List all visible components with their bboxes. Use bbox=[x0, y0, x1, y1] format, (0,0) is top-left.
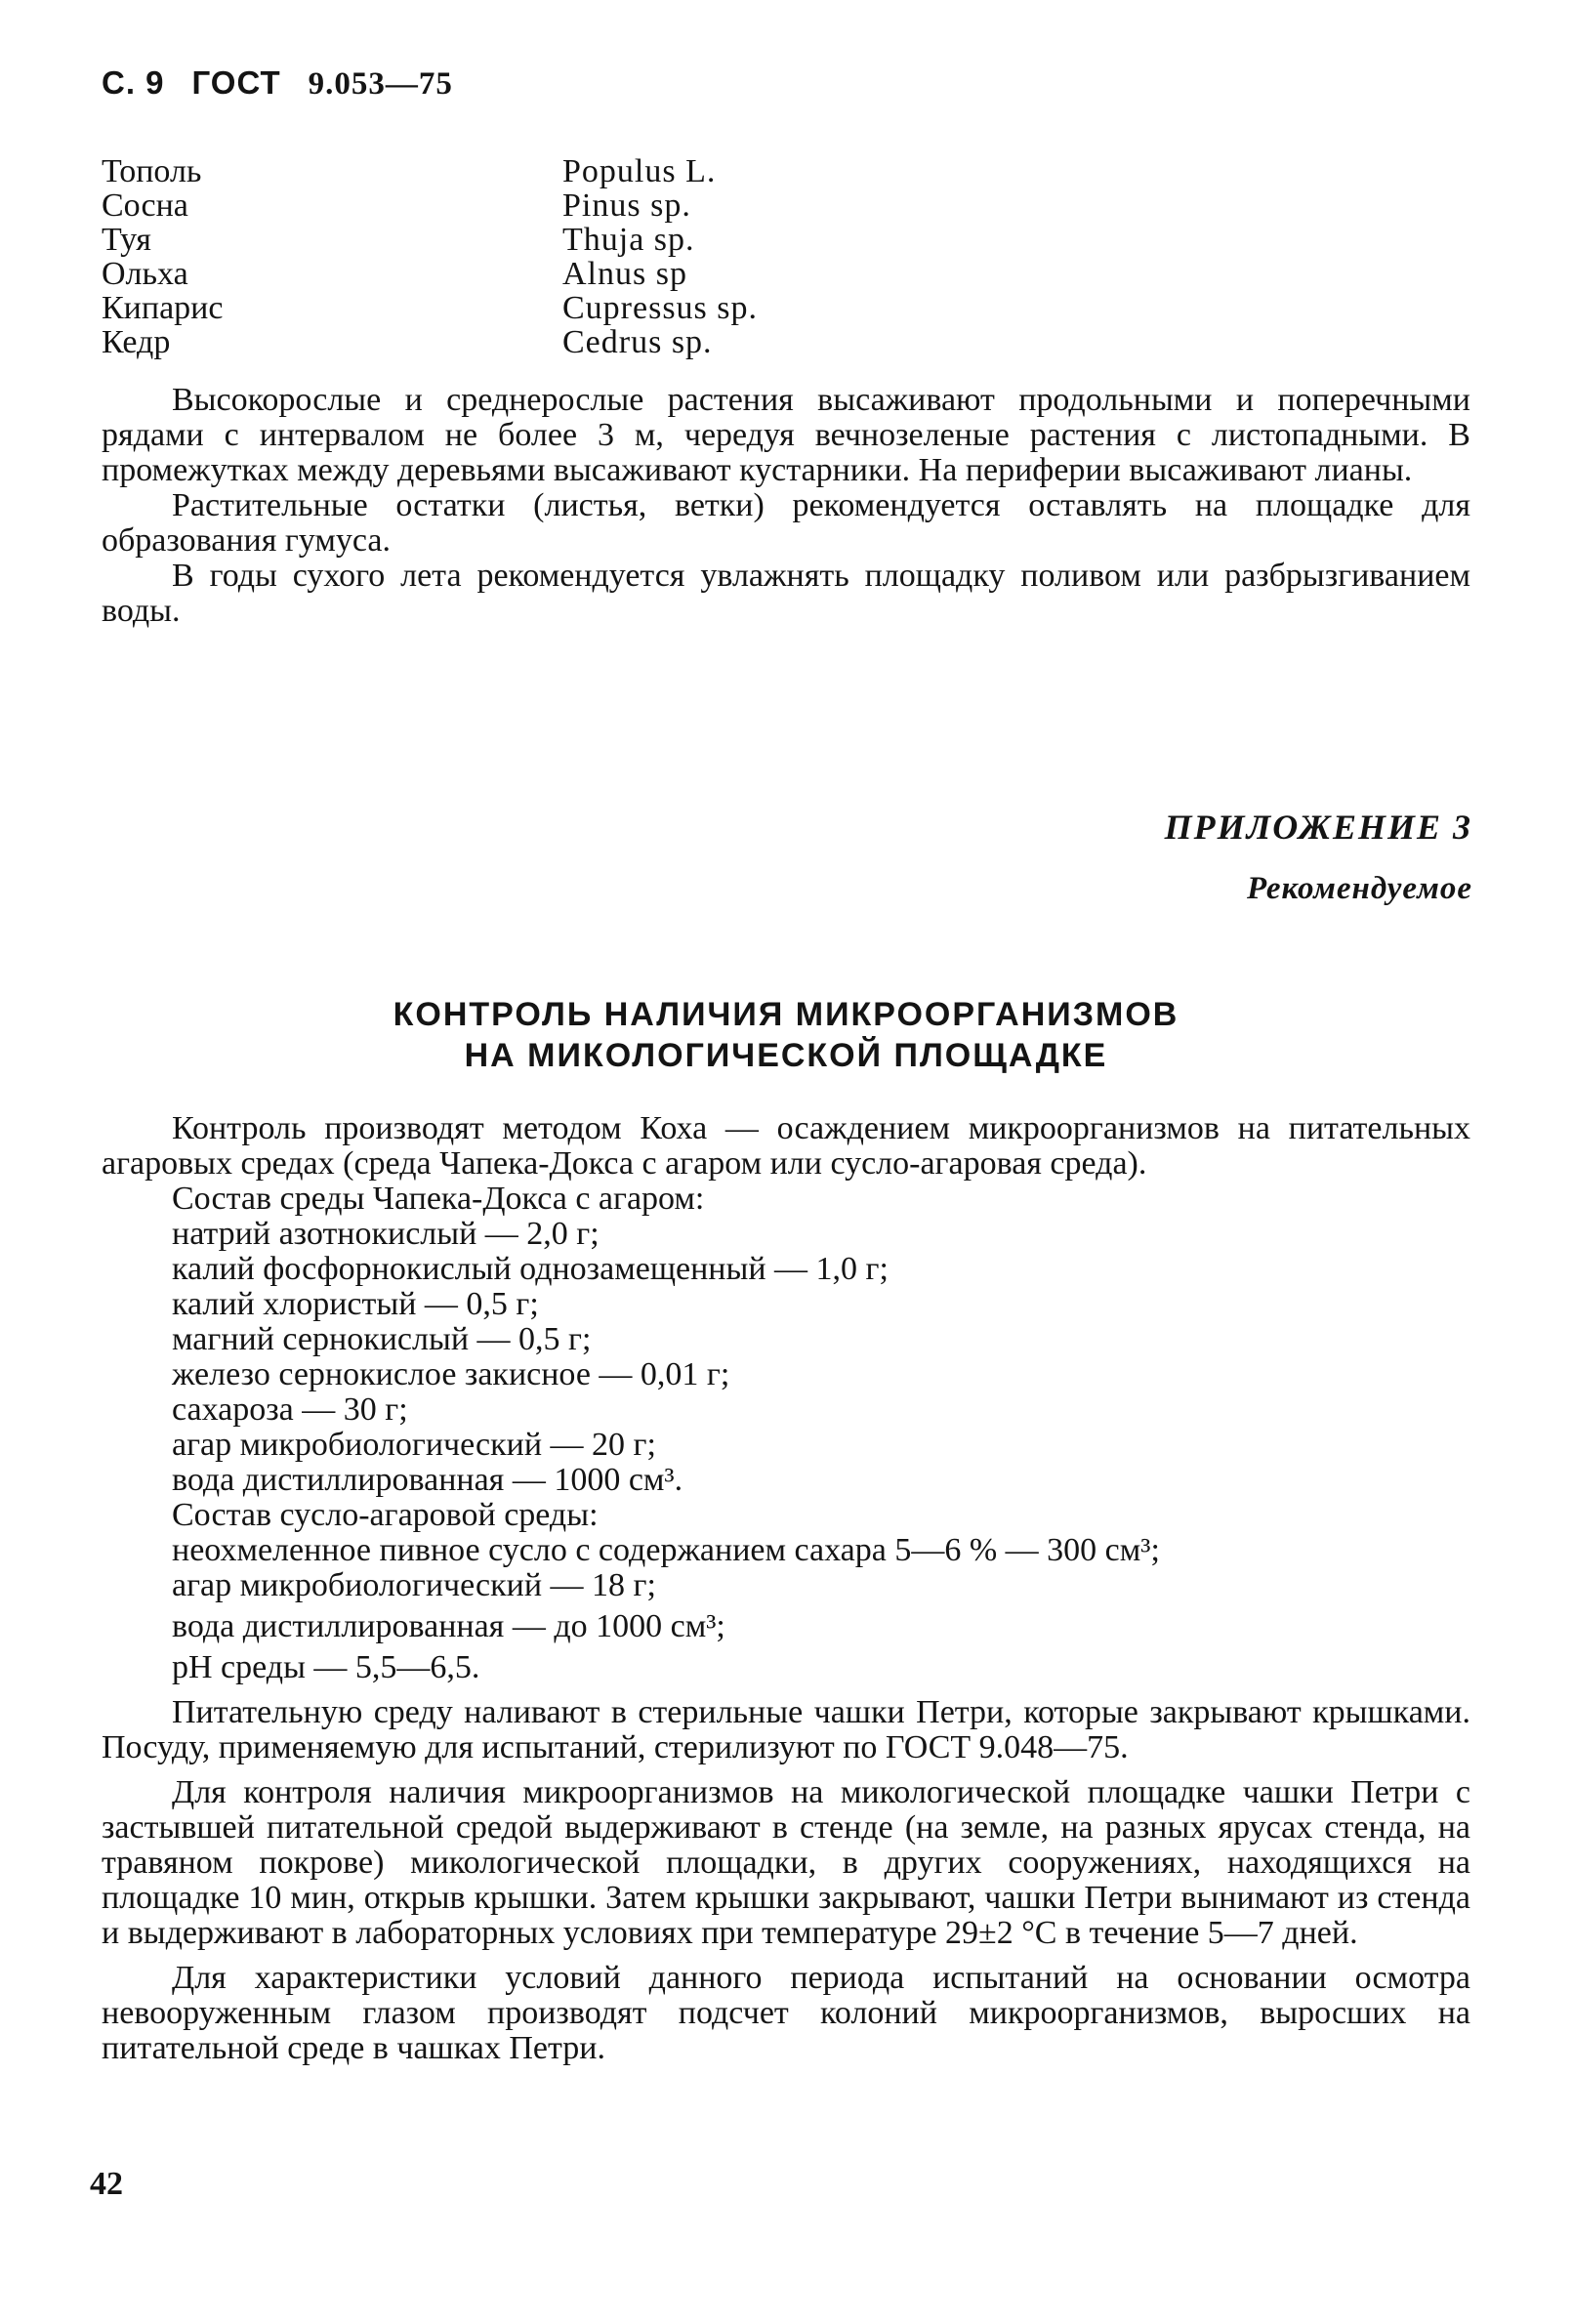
list-item: калий хлористый — 0,5 г; bbox=[172, 1286, 539, 1322]
species-russian-name: Сосна bbox=[102, 187, 188, 224]
species-russian-name: Тополь bbox=[102, 153, 202, 189]
species-latin-name: Cupressus sp. bbox=[562, 290, 759, 326]
page-label: С. 9 bbox=[102, 64, 165, 101]
list-item: агар микробиологический — 20 г; bbox=[172, 1427, 656, 1463]
planting-text bbox=[102, 383, 1470, 629]
species-latin-name: Pinus sp. bbox=[562, 187, 691, 224]
paragraph: Растительные остатки (листья, ветки) рекомендуется оставлять на площадке для образования гумуса. bbox=[102, 487, 1470, 559]
page-header bbox=[102, 64, 453, 103]
species-row bbox=[102, 154, 758, 188]
list-item: железо сернокислое закисное — 0,01 г; bbox=[172, 1356, 730, 1392]
species-row bbox=[102, 257, 758, 291]
paragraph: Для характеристики условий данного периода испытаний на основании осмотра невооруженным глазом производят подсчет колоний микроорганизмов, выросших на питательной среде в чашках Петри. bbox=[102, 1960, 1470, 2066]
list-item: сахароза — 30 г; bbox=[172, 1391, 408, 1428]
section-title bbox=[102, 994, 1470, 1076]
list-item: вода дистиллированная — до 1000 см³; bbox=[172, 1608, 725, 1644]
species-row bbox=[102, 291, 758, 325]
species-latin-name: Thuja sp. bbox=[562, 222, 695, 258]
species-latin-name: Alnus sp bbox=[562, 256, 687, 292]
species-row bbox=[102, 188, 758, 223]
appendix-note: Рекомендуемое bbox=[1246, 871, 1472, 906]
species-latin-name: Cedrus sp. bbox=[562, 324, 713, 360]
species-russian-name: Кипарис bbox=[102, 290, 224, 326]
czapek-heading: Состав среды Чапека-Докса с агаром: bbox=[172, 1181, 705, 1217]
species-row bbox=[102, 325, 758, 359]
standard-label: ГОСТ bbox=[191, 64, 281, 101]
list-item: магний сернокислый — 0,5 г; bbox=[172, 1321, 592, 1357]
paragraph: Для контроля наличия микроорганизмов на микологической площадке чашки Петри с застывшей питательной средой выдерживают в стенде (на земле, на разных ярусах стенда, на травяном покрове) микологической площадки, в других сооружениях, находящихся на площадке 10 мин, открыв крышки. Затем крышки закрывают, чашки Петри вынимают из стенда и выдерживают в лабораторных условиях при температуре 29±2 °С в течение 5—7 дней. bbox=[102, 1774, 1470, 1951]
list-item: калий фосфорнокислый однозамещенный — 1,0 г; bbox=[172, 1251, 889, 1287]
page-number: 42 bbox=[90, 2166, 123, 2202]
paragraph: Питательную среду наливают в стерильные чашки Петри, которые закрывают крышками. Посуду, применяемую для испытаний, стерилизуют по ГОСТ 9.048—75. bbox=[102, 1694, 1470, 1765]
list-item: агар микробиологический — 18 г; bbox=[172, 1567, 656, 1603]
paragraph: В годы сухого лета рекомендуется увлажнять площадку поливом или разбрызгиванием воды. bbox=[102, 558, 1470, 629]
species-list bbox=[102, 154, 758, 359]
species-russian-name: Кедр bbox=[102, 324, 171, 360]
list-item: pH среды — 5,5—6,5. bbox=[172, 1649, 480, 1685]
species-row bbox=[102, 223, 758, 257]
paragraph: Высокорослые и среднерослые растения высаживают продольными и поперечными рядами с интервалом не более 3 м, чередуя вечнозеленые растения с листопадными. В промежутках между деревьями высаживают кустарники. На периферии высаживают лианы. bbox=[102, 382, 1470, 488]
species-russian-name: Туя bbox=[102, 222, 151, 258]
control-text bbox=[102, 1111, 1470, 2066]
section-title-line: КОНТРОЛЬ НАЛИЧИЯ МИКРООРГАНИЗМОВ bbox=[393, 996, 1179, 1033]
standard-number: 9.053—75 bbox=[308, 66, 453, 102]
wort-heading: Состав сусло-агаровой среды: bbox=[172, 1497, 599, 1533]
intro-paragraph: Контроль производят методом Коха — осаждением микроорганизмов на питательных агаровых средах (среда Чапека-Докса с агаром или сусло-агаровая среда). bbox=[102, 1110, 1470, 1182]
appendix-title: ПРИЛОЖЕНИЕ 3 bbox=[1164, 808, 1472, 847]
species-latin-name: Populus L. bbox=[562, 153, 717, 189]
appendix-heading bbox=[1165, 807, 1472, 907]
list-item: вода дистиллированная — 1000 см³. bbox=[172, 1462, 683, 1498]
section-title-line: НА МИКОЛОГИЧЕСКОЙ ПЛОЩАДКЕ bbox=[464, 1037, 1108, 1074]
list-item: натрий азотнокислый — 2,0 г; bbox=[172, 1216, 600, 1252]
list-item: неохмеленное пивное сусло с содержанием сахара 5—6 % — 300 см³; bbox=[172, 1532, 1160, 1568]
species-russian-name: Ольха bbox=[102, 256, 188, 292]
